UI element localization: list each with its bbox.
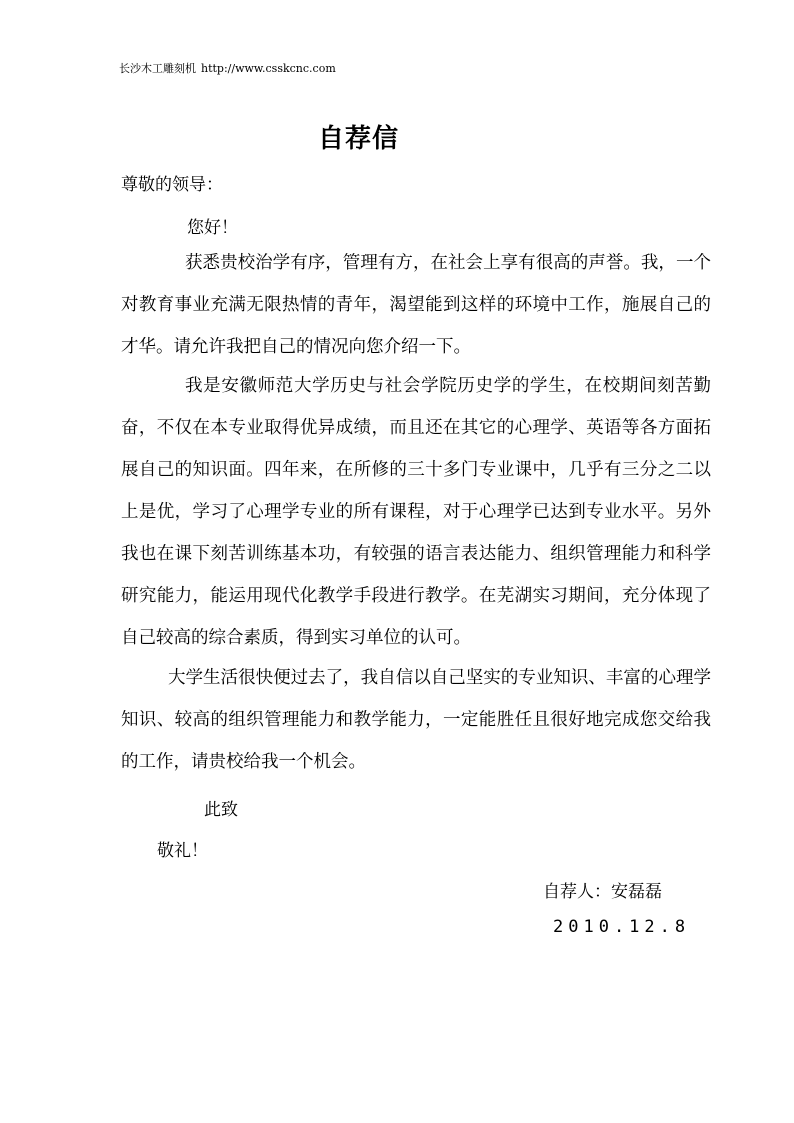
page-header xyxy=(119,60,336,76)
letter-date: 2010.12.8 xyxy=(553,917,691,937)
header-company: 长沙木工雕刻机 xyxy=(119,62,196,75)
paragraph-3: 大学生活很快便过去了，我自信以自己坚实的专业知识、丰富的心理学知识、较高的组织管理能力和教学能力，一定能胜任且很好地完成您交给我的工作，请贵校给我一个机会。 xyxy=(121,668,711,772)
letter-title: 自荐信 xyxy=(318,124,400,154)
signature: 自荐人：安磊磊 xyxy=(543,882,662,902)
header-url: http://www.csskcnc.com xyxy=(201,62,336,75)
paragraph-2: 我是安徽师范大学历史与社会学院历史学的学生，在校期间刻苦勤奋，不仅在本专业取得优异成绩，而且还在其它的心理学、英语等各方面拓展自己的知识面。四年来，在所修的三十多门专业课中，几乎有三分之二以上是优，学习了心理学专业的所有课程，对于心理学已达到专业水平。另外我也在课下刻苦训练基本功，有较强的语言表达能力、组织管理能力和科学研究能力，能运用现代化教学手段进行教学。在芜湖实习期间，充分体现了自己较高的综合素质，得到实习单位的认可。 xyxy=(121,376,711,648)
closing-regards: 此致 xyxy=(204,800,238,820)
greeting: 您好！ xyxy=(187,218,238,238)
paragraph-1: 获悉贵校治学有序，管理有方，在社会上享有很高的声誉。我，一个对教育事业充满无限热情的青年，渴望能到这样的环境中工作，施展自己的才华。请允许我把自己的情况向您介绍一下。 xyxy=(121,253,711,357)
closing-salute: 敬礼！ xyxy=(157,841,208,861)
salutation: 尊敬的领导： xyxy=(121,175,223,195)
